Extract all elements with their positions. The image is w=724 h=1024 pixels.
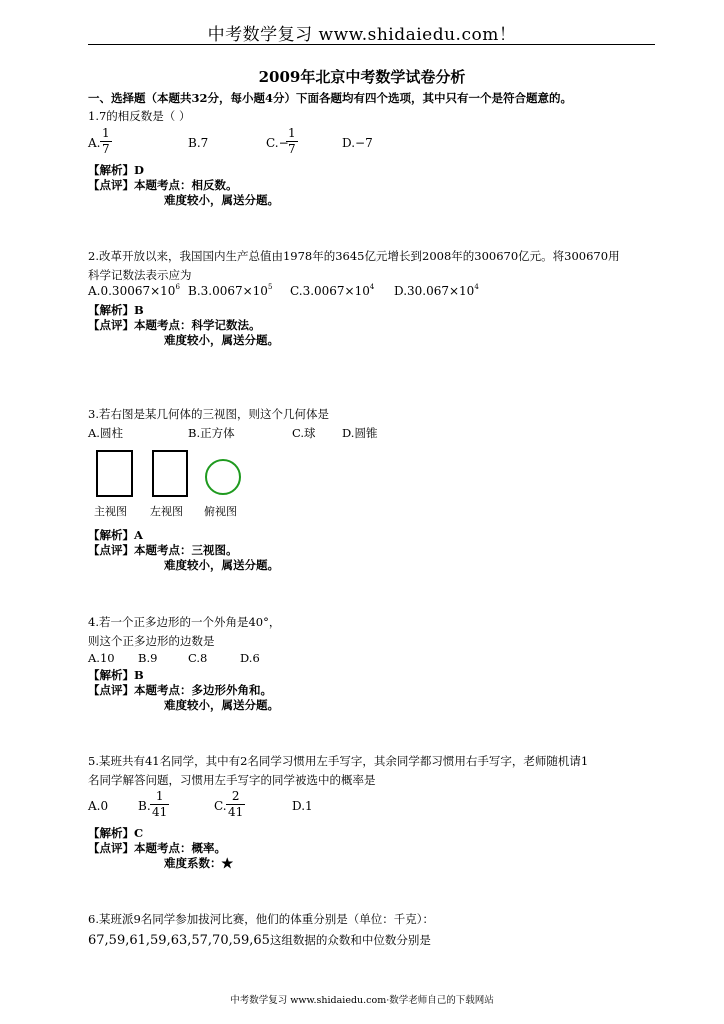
front-view-label: 主视图 [94, 505, 127, 518]
question-5-stem-line1: 5.某班共有41名同学，其中有2名同学习惯用左手写字，其余同学都习惯用右手写字，老师随机请1 [88, 754, 589, 768]
q1-a-numerator: 1 [102, 126, 110, 140]
q5-option-c-prefix: C. [214, 799, 227, 813]
q5-option-b-fraction [150, 789, 169, 820]
q5-difficulty: 难度系数：★ [164, 856, 233, 870]
q5-option-b-prefix: B. [138, 799, 151, 813]
q4-option-b: B.9 [138, 651, 158, 665]
page-title: 2009年北京中考数学试卷分析 [258, 68, 466, 86]
q3-answer: 【解析】A [88, 528, 143, 542]
q2-review: 【点评】本题考点：科学记数法。 [88, 318, 261, 332]
q1-a-denominator: 7 [102, 142, 110, 156]
q1-option-d: D.−7 [342, 136, 373, 150]
q5-b-numerator: 1 [155, 789, 164, 803]
question-5-stem-line2: 名同学解答问题，习惯用左手写字的同学被选中的概率是 [88, 773, 376, 787]
q6-question-text: 这组数据的众数和中位数分别是 [269, 933, 431, 947]
q1-option-a-fraction [100, 126, 112, 157]
q5-option-a: A.0 [88, 799, 109, 813]
question-4-stem-line1: 4.若一个正多边形的一个外角是40°， [88, 615, 281, 629]
q2-difficulty: 难度较小，属送分题。 [164, 333, 279, 347]
q5-option-d: D.1 [292, 799, 313, 813]
section-heading: 一、选择题（本题共32分，每小题4分）下面各题均有四个选项，其中只有一个是符合题意的。 [88, 91, 573, 105]
q2-answer: 【解析】B [88, 303, 144, 317]
q2-option-a: $A.0.30067\times 10^6$ [88, 283, 180, 298]
q1-answer: 【解析】D [88, 163, 144, 177]
page-footer: 中考数学复习 www.shidaiedu.com·数学老师自己的下载网站 [230, 995, 494, 1006]
q2-option-d: $D.30.067\times 10^4$ [394, 283, 479, 298]
q5-option-c-fraction [226, 789, 245, 820]
q4-difficulty: 难度较小，属送分题。 [164, 698, 279, 712]
q1-c-denominator: 7 [288, 142, 296, 156]
q4-option-c: C.8 [188, 651, 208, 665]
q5-answer: 【解析】C [88, 826, 144, 840]
q3-option-a: A.圆柱 [88, 426, 123, 440]
q4-answer: 【解析】B [88, 668, 144, 682]
q1-difficulty: 难度较小，属送分题。 [164, 193, 279, 207]
q1-c-numerator: 1 [288, 126, 296, 140]
q5-c-numerator: 2 [231, 789, 240, 803]
question-2-stem-line2: 科学记数法表示应为 [88, 268, 192, 282]
q5-b-denominator: 41 [152, 805, 168, 819]
question-3-stem: 3.若右图是某几何体的三视图，则这个几何体是 [88, 407, 329, 421]
page-header: 中考数学复习 www.shidaiedu.com！ [207, 25, 517, 45]
top-view-label: 俯视图 [204, 505, 237, 518]
question-4-stem-line2: 则这个正多边形的边数是 [88, 634, 215, 648]
question-6-stem-line1: 6.某班派9名同学参加拔河比赛，他们的体重分别是（单位：千克）： [88, 912, 435, 926]
q4-option-d: D.6 [240, 651, 260, 665]
q5-c-denominator: 41 [228, 805, 244, 819]
question-1-stem: 1.7的相反数是（ ） [88, 109, 191, 123]
question-2-stem-line1: 2.改革开放以来，我国国内生产总值由1978年的3645亿元增长到2008年的300670亿元。将300670用 [88, 249, 620, 263]
q1-option-c-fraction [286, 126, 298, 157]
q6-weight-data: 67,59,61,59,63,57,70,59,65 [88, 933, 270, 948]
q3-option-b: B.正方体 [188, 426, 235, 440]
top-view-circle [205, 459, 241, 495]
front-view-rectangle [96, 450, 133, 497]
side-view-label: 左视图 [150, 505, 183, 518]
q1-option-a-prefix: A. [88, 136, 101, 150]
q3-difficulty: 难度较小，属送分题。 [164, 558, 279, 572]
header-divider [88, 44, 655, 45]
q5-review: 【点评】本题考点：概率。 [88, 841, 226, 855]
side-view-rectangle [152, 450, 188, 497]
q3-review: 【点评】本题考点：三视图。 [88, 543, 238, 557]
q3-option-d: D.圆锥 [342, 426, 378, 440]
q2-option-b: $B.3.0067\times 10^5$ [188, 283, 273, 298]
q3-option-c: C.球 [292, 426, 316, 440]
q1-review: 【点评】本题考点：相反数。 [88, 178, 238, 192]
question-6-stem-line2 [88, 929, 431, 948]
q1-option-c-prefix: C.− [266, 136, 289, 150]
q1-option-b: B.7 [188, 136, 209, 150]
q4-option-a: A.10 [88, 651, 115, 665]
q2-option-c: $C.3.0067\times 10^4$ [290, 283, 375, 298]
q4-review: 【点评】本题考点：多边形外角和。 [88, 683, 272, 697]
